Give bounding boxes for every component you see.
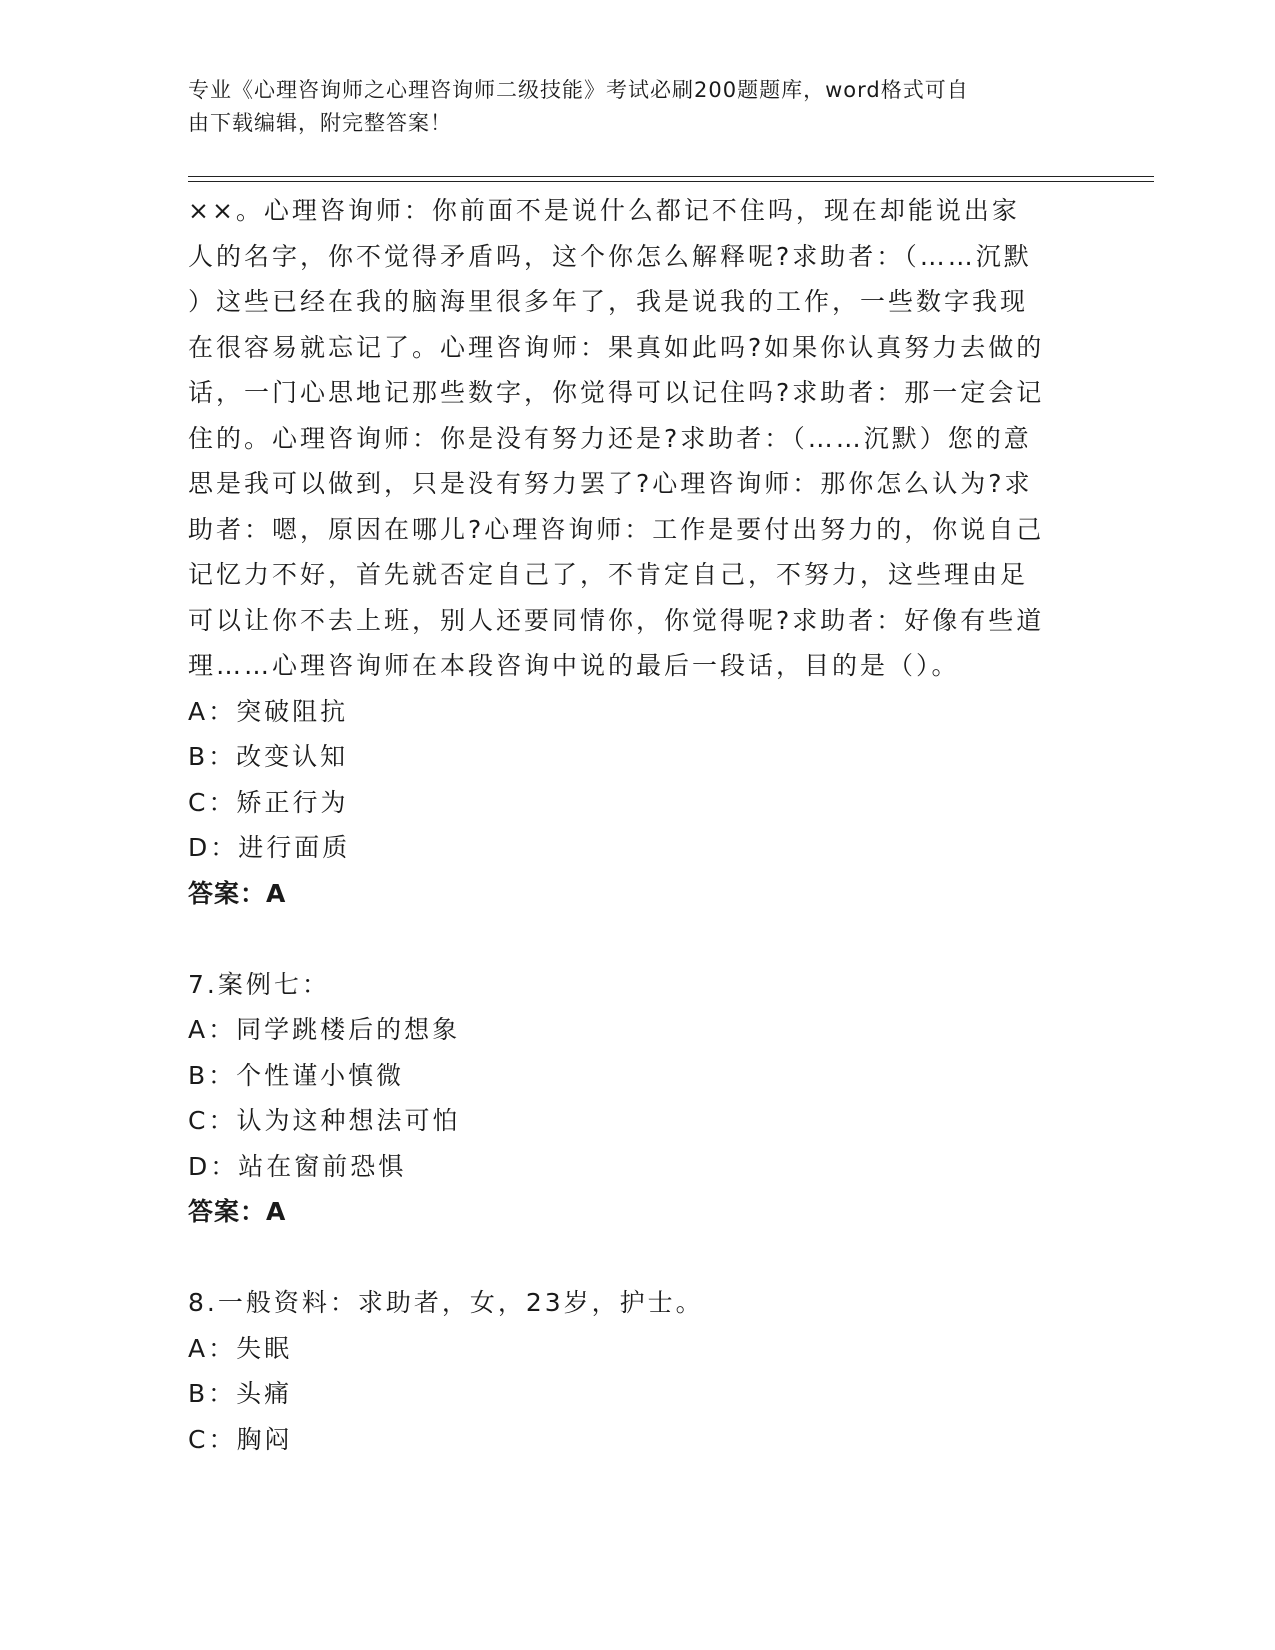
answer: 答案：A bbox=[188, 1197, 287, 1226]
option-d: D：进行面质 bbox=[188, 833, 351, 862]
question-stem-line: 在很容易就忘记了。心理咨询师：果真如此吗?如果你认真努力去做的 bbox=[188, 332, 1045, 362]
question-stem-line: 助者：嗯，原因在哪儿?心理咨询师：工作是要付出努力的，你说自己 bbox=[188, 514, 1045, 544]
document-header bbox=[188, 74, 1068, 140]
spacer bbox=[188, 916, 1068, 962]
question-stem-line: 人的名字，你不觉得矛盾吗，这个你怎么解释呢?求助者：（……沉默 bbox=[188, 241, 1032, 271]
question-stem-line: 理……心理咨询师在本段咨询中说的最后一段话，目的是（）。 bbox=[188, 651, 960, 680]
question-stem: 8.一般资料：求助者，女，23岁，护士。 bbox=[188, 1288, 704, 1317]
option-b: B：改变认知 bbox=[188, 742, 349, 771]
question-stem: 7.案例七： bbox=[188, 969, 330, 999]
question-stem-line: 可以让你不去上班，别人还要同情你，你觉得呢?求助者：好像有些道 bbox=[188, 605, 1045, 635]
document-body bbox=[188, 188, 1068, 1462]
question-6 bbox=[188, 188, 1068, 916]
question-stem-line: ）这些已经在我的脑海里很多年了，我是说我的工作，一些数字我现 bbox=[188, 287, 1029, 316]
option-b: B：个性谨小慎微 bbox=[188, 1060, 405, 1090]
option-b: B：头痛 bbox=[188, 1379, 293, 1408]
question-stem-line: 话，一门心思地记那些数字，你觉得可以记住吗?求助者：那一定会记 bbox=[188, 378, 1045, 407]
question-7 bbox=[188, 962, 1068, 1235]
option-c: C：胸闷 bbox=[188, 1424, 293, 1454]
header-divider-top bbox=[188, 176, 1154, 177]
option-d: D：站在窗前恐惧 bbox=[188, 1151, 407, 1181]
answer: 答案：A bbox=[188, 878, 287, 908]
option-a: A：突破阻抗 bbox=[188, 696, 349, 726]
header-line-2: 由下载编辑，附完整答案！ bbox=[188, 111, 452, 135]
question-stem-line: ××。心理咨询师：你前面不是说什么都记不住吗，现在却能说出家 bbox=[188, 196, 1020, 225]
header-line-1: 专业《心理咨询师之心理咨询师二级技能》考试必刷200题题库，word格式可自 bbox=[188, 78, 969, 102]
spacer bbox=[188, 1235, 1068, 1281]
option-c: C：矫正行为 bbox=[188, 787, 349, 817]
header-divider-bottom bbox=[188, 181, 1154, 182]
question-stem-line: 住的。心理咨询师：你是没有努力还是?求助者：（……沉默）您的意 bbox=[188, 423, 1032, 453]
option-c: C：认为这种想法可怕 bbox=[188, 1106, 461, 1135]
option-a: A：失眠 bbox=[188, 1333, 293, 1363]
question-8 bbox=[188, 1280, 1068, 1462]
option-a: A：同学跳楼后的想象 bbox=[188, 1015, 461, 1044]
question-stem-line: 记忆力不好，首先就否定自己了，不肯定自己，不努力，这些理由足 bbox=[188, 560, 1029, 589]
question-stem-line: 思是我可以做到，只是没有努力罢了?心理咨询师：那你怎么认为?求 bbox=[188, 469, 1033, 498]
